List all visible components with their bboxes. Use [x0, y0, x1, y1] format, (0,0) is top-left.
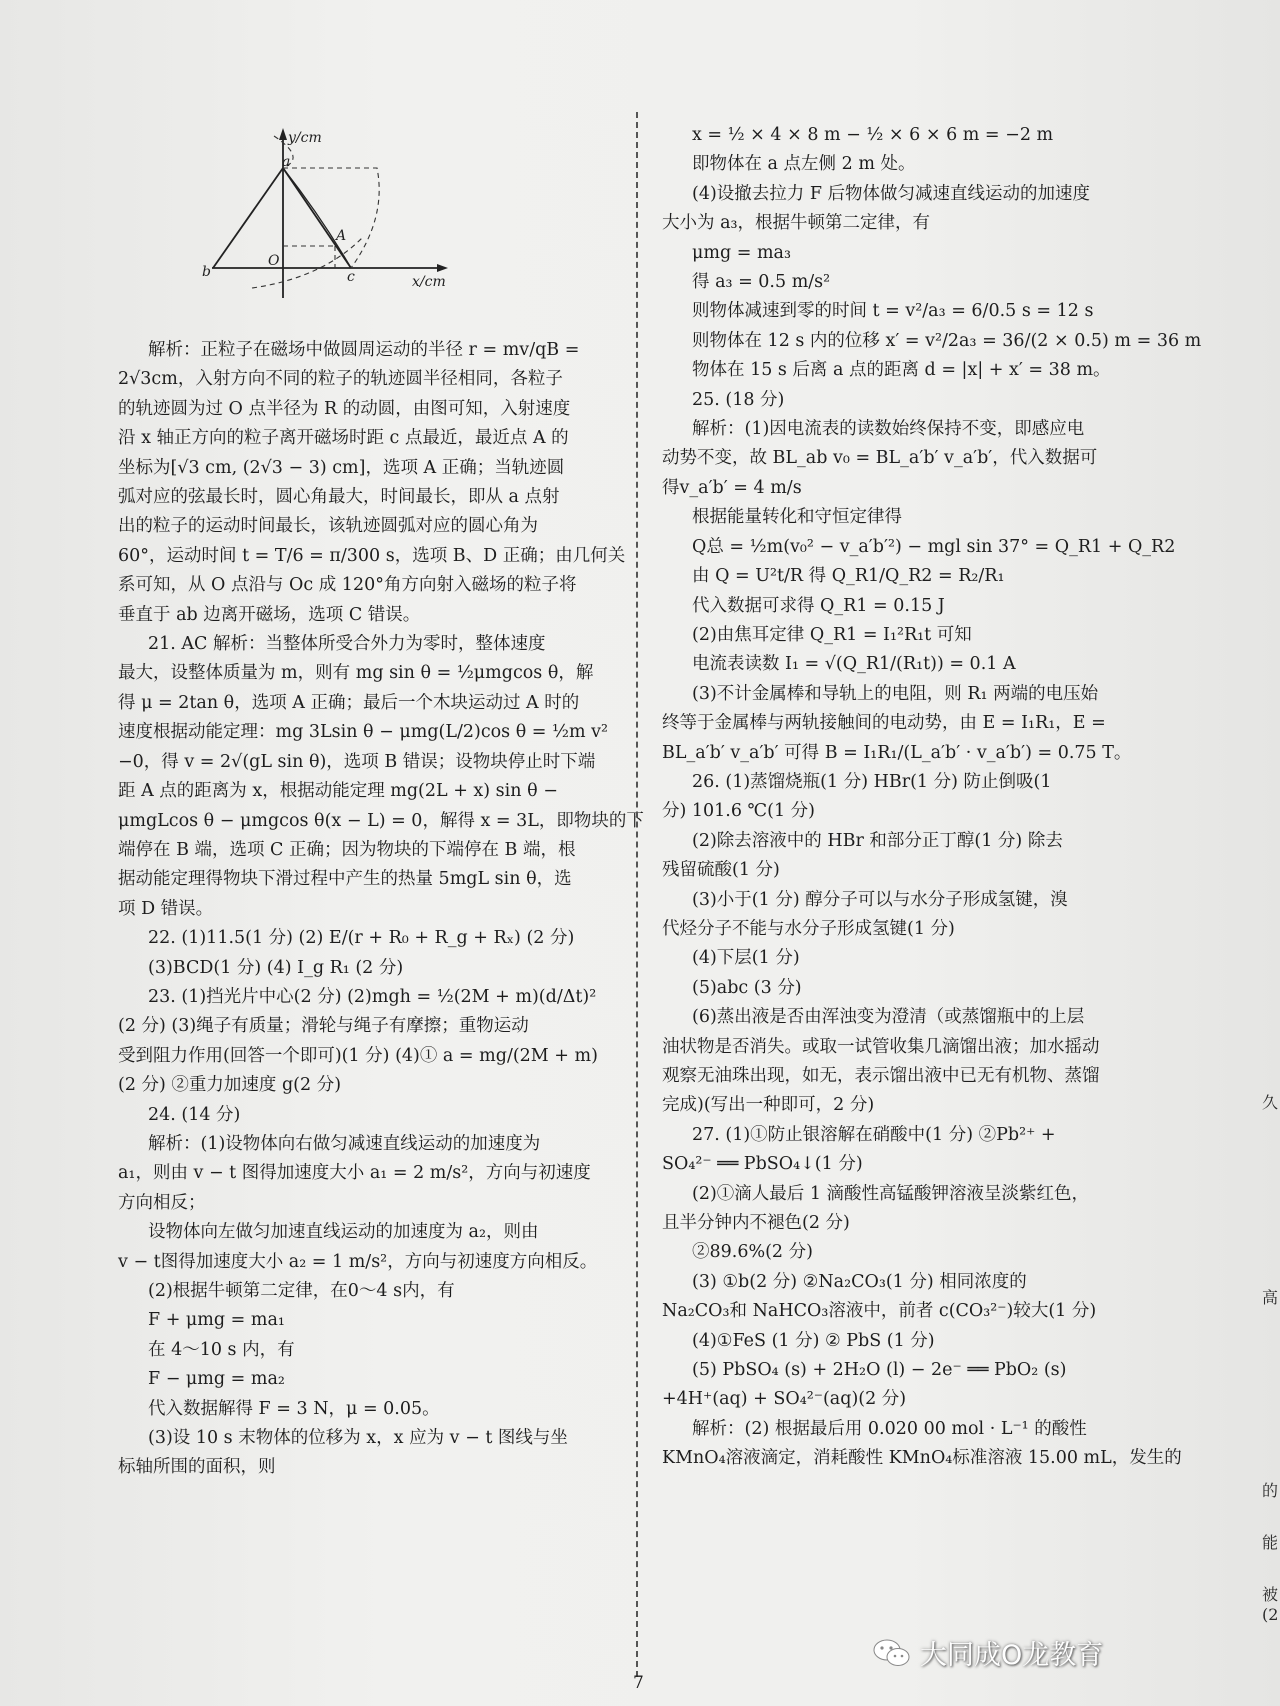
text-line: (4)下层(1 分) [692, 948, 800, 969]
text-line: (2)根据牛顿第二定律，在0～4 s内，有 [148, 1281, 455, 1301]
text-line: (3)小于(1 分) 醇分子可以与水分子形成氢键，溴 [692, 889, 1068, 910]
text-line: 分) 101.6 ℃(1 分) [662, 801, 815, 822]
text-line: 代入数据解得 F = 3 N，μ = 0.05。 [148, 1398, 440, 1419]
text-line: 在 4～10 s 内，有 [148, 1339, 295, 1360]
dashed-circle-right [283, 168, 379, 268]
text-line: 弧对应的弦最长时，圆心角最大，时间最长，即从 a 点射 [118, 487, 560, 508]
edge-fragment: (2 [1262, 1605, 1279, 1624]
text-line: 端停在 B 端，选项 C 正确；因为物块的下端停在 B 端，根 [118, 839, 576, 860]
text-line: SO₄²⁻ ══ PbSO₄↓(1 分) [662, 1154, 863, 1175]
text-line: KMnO₄溶液滴定，消耗酸性 KMnO₄标准溶液 15.00 mL，发生的 [662, 1448, 1182, 1469]
text-line: (2)由焦耳定律 Q_R1 = I₁²R₁t 可知 [692, 624, 972, 645]
text-line: 解析：(1)因电流表的读数始终保持不变，即感应电 [692, 419, 1085, 440]
text-line: 出的粒子的运动时间最长，该轨迹圆弧对应的圆心角为 [118, 516, 538, 537]
text-line: μmgLcos θ − μmgcos θ(x − L) = 0，解得 x = 3L，即物块的下 [118, 810, 644, 831]
text-line: 则物体在 12 s 内的位移 x′ = v²/2a₃ = 36/(2 × 0.5) m = 36 m [692, 330, 1202, 351]
text-line: 解析：(2) 根据最后用 0.020 00 mol · L⁻¹ 的酸性 [692, 1418, 1087, 1439]
text-line: (6)蒸出液是否由浑浊变为澄清（或蒸馏瓶中的上层 [692, 1007, 1085, 1028]
text-line: 22. (1)11.5(1 分) (2) E/(r + R₀ + R_g + Rₓ) (2 分) [148, 928, 575, 949]
text-line: 代入数据可求得 Q_R1 = 0.15 J [692, 595, 945, 616]
text-line: 得v_a′b′ = 4 m/s [662, 477, 802, 498]
x-axis-arrow [437, 264, 448, 272]
text-line: 21. AC 解析：当整体所受合外力为零时，整体速度 [148, 634, 546, 655]
text-line: 距 A 点的距离为 x，根据动能定理 mg(2L + x) sin θ − [118, 781, 558, 802]
text-line: F − μmg = ma₂ [148, 1369, 285, 1390]
text-line: 根据能量转化和守恒定律得 [692, 507, 902, 528]
y-axis-arrow [279, 128, 287, 140]
text-line: 代烃分子不能与水分子形成氢键(1 分) [662, 918, 955, 939]
text-line: 的轨迹圆为过 O 点半径为 R 的动圆，由图可知，入射速度 [118, 398, 571, 419]
text-line: 终等于金属棒与两轨接触间的电动势，由 E = I₁R₁，E = [662, 713, 1106, 734]
text-line: −0，得 v = 2√(gL sin θ)，选项 B 错误；设物块停止时下端 [118, 751, 596, 772]
y-axis-label: y/cm [288, 130, 322, 146]
text-line: 25. (18 分) [692, 389, 785, 410]
text-line: (3) ①b(2 分) ②Na₂CO₃(1 分) 相同浓度的 [692, 1271, 1027, 1292]
text-line: 项 D 错误。 [118, 898, 214, 919]
text-line: +4H⁺(aq) + SO₄²⁻(aq)(2 分) [662, 1389, 907, 1410]
text-line: 据动能定理得物块下滑过程中产生的热量 5mgL sin θ，选 [118, 869, 572, 890]
wechat-icon [872, 1637, 912, 1669]
text-line: ②89.6%(2 分) [692, 1242, 813, 1263]
text-line: 受到阻力作用(回答一个即可)(1 分) (4)① a = mg/(2M + m) [118, 1045, 598, 1066]
text-line: 60°，运动时间 t = T/6 = π/300 s，选项 B、D 正确；由几何关 [118, 545, 626, 566]
text-line: (3)BCD(1 分) (4) I_g R₁ (2 分) [148, 957, 404, 978]
text-line: 解析：正粒子在磁场中做圆周运动的半径 r = mv/qB = [148, 340, 580, 360]
column-divider [636, 112, 638, 1677]
text-line: (2)①滴人最后 1 滴酸性高锰酸钾溶液呈淡紫红色， [692, 1183, 1090, 1204]
text-line: F + μmg = ma₁ [148, 1310, 285, 1331]
text-line: 残留硫酸(1 分) [662, 860, 780, 881]
edge-fragment: 高 [1262, 1288, 1279, 1307]
geometry-figure [202, 128, 462, 306]
text-line: 观察无油珠出现，如无，表示馏出液中已无有机物、蒸馏 [662, 1066, 1100, 1086]
text-line: (3)设 10 s 末物体的位移为 x，x 应为 v − t 图线与坐 [148, 1428, 568, 1449]
point-label-A: A [336, 228, 347, 244]
text-line: 设物体向左做匀加速直线运动的加速度为 a₂，则由 [148, 1222, 539, 1243]
text-line: 沿 x 轴正方向的粒子离开磁场时距 c 点最近，最近点 A 的 [118, 428, 569, 449]
text-line: 方向相反； [118, 1192, 206, 1213]
text-line: (4)设撤去拉力 F 后物体做匀减速直线运动的加速度 [692, 183, 1091, 204]
text-line: μmg = ma₃ [692, 242, 792, 263]
text-line: 物体在 15 s 后离 a 点的距离 d = |x| + x′ = 38 m。 [692, 360, 1111, 381]
text-line: 27. (1)①防止银溶解在硝酸中(1 分) ②Pb²⁺ + [692, 1124, 1056, 1145]
text-line: 即物体在 a 点左侧 2 m 处。 [692, 154, 916, 175]
text-line: Na₂CO₃和 NaHCO₃溶液中，前者 c(CO₃²⁻)较大(1 分) [662, 1301, 1097, 1322]
page-number: 7 [633, 1673, 644, 1693]
watermark [872, 1633, 1103, 1672]
text-line: 坐标为[√3 cm, (2√3 − 3) cm]，选项 A 正确；当轨迹圆 [118, 457, 565, 478]
triangle-side-ac [283, 168, 351, 268]
text-line: 得 μ = 2tan θ，选项 A 正确；最后一个木块运动过 A 时的 [118, 692, 580, 713]
text-line: Q总 = ½m(v₀² − v_a′b′²) − mgl sin 37° = Q_R1 + Q_R2 [692, 536, 1176, 557]
edge-fragment: 被 [1262, 1585, 1279, 1604]
text-line: 电流表读数 I₁ = √(Q_R1/(R₁t)) = 0.1 A [692, 654, 1016, 675]
text-line: v − t图得加速度大小 a₂ = 1 m/s²，方向与初速度方向相反。 [118, 1251, 598, 1272]
text-line: (3)不计金属棒和导轨上的电阻，则 R₁ 两端的电压始 [692, 683, 1099, 704]
text-line: (2 分) ②重力加速度 g(2 分) [118, 1075, 342, 1096]
text-line: 2√3cm，入射方向不同的粒子的轨迹圆半径相同，各粒子 [118, 369, 563, 390]
text-line: 标轴所围的面积，则 [118, 1457, 276, 1478]
text-line: 23. (1)挡光片中心(2 分) (2)mgh = ½(2M + m)(d/Δt)² [148, 986, 597, 1007]
text-line: 24. (14 分) [148, 1104, 241, 1125]
left-column [118, 336, 644, 1483]
text-line: 系可知，从 O 点沿与 Oc 成 120°角方向射入磁场的粒子将 [118, 575, 577, 596]
x-axis-label: x/cm [412, 274, 446, 290]
text-line: 完成)(写出一种即可，2 分) [662, 1095, 875, 1116]
text-line: (2)除去溶液中的 HBr 和部分正丁醇(1 分) 除去 [692, 830, 1063, 851]
edge-fragment: 的 [1262, 1481, 1279, 1500]
text-line: 26. (1)蒸馏烧瓶(1 分) HBr(1 分) 防止倒吸(1 [692, 771, 1052, 792]
edge-fragment: 能 [1262, 1533, 1279, 1552]
text-line: 垂直于 ab 边离开磁场，选项 C 错误。 [118, 604, 421, 625]
text-line: 最大，设整体质量为 m，则有 mg sin θ = ½μmgcos θ，解 [118, 663, 594, 684]
text-line: 由 Q = U²t/R 得 Q_R1/Q_R2 = R₂/R₁ [692, 566, 1005, 587]
point-label-b: b [202, 264, 211, 280]
point-label-c: c [347, 269, 355, 285]
text-line: 大小为 a₃，根据牛顿第二定律，有 [662, 213, 931, 234]
text-line: 则物体减速到零的时间 t = v²/a₃ = 6/0.5 s = 12 s [692, 301, 1094, 322]
text-line: 速度根据动能定理：mg 3Lsin θ − μmg(L/2)cos θ = ½m v² [118, 722, 609, 743]
point-label-a: a [282, 154, 291, 170]
text-line: x = ½ × 4 × 8 m − ½ × 6 × 6 m = −2 m [692, 125, 1054, 145]
point-label-O: O [268, 253, 280, 269]
text-line: (5)abc (3 分) [692, 977, 802, 998]
text-line: a₁，则由 v − t 图得加速度大小 a₁ = 2 m/s²，方向与初速度 [118, 1163, 591, 1184]
text-line: (5) PbSO₄ (s) + 2H₂O (l) − 2e⁻ ══ PbO₂ (s) [692, 1360, 1067, 1381]
text-line: 解析：(1)设物体向右做匀减速直线运动的加速度为 [148, 1133, 541, 1154]
edge-fragment: 久 [1262, 1093, 1279, 1112]
text-line: 且半分钟内不褪色(2 分) [662, 1213, 850, 1234]
right-column [662, 121, 1202, 1474]
watermark-text: 大同成O龙教育 [920, 1640, 1104, 1671]
text-line: (2 分) (3)绳子有质量；滑轮与绳子有摩擦；重物运动 [118, 1016, 529, 1037]
text-line: 油状物是否消失。或取一试管收集几滴馏出液；加水摇动 [662, 1036, 1100, 1057]
text-line: 得 a₃ = 0.5 m/s² [692, 272, 831, 293]
text-line: (4)①FeS (1 分) ② PbS (1 分) [692, 1330, 935, 1351]
text-line: BL_a′b′ v_a′b′ 可得 B = I₁R₁/(L_a′b′ · v_a′b′) = 0.75 T。 [662, 742, 1132, 763]
text-line: 动势不变，故 BL_ab v₀ = BL_a′b′ v_a′b′，代入数据可 [662, 448, 1098, 469]
